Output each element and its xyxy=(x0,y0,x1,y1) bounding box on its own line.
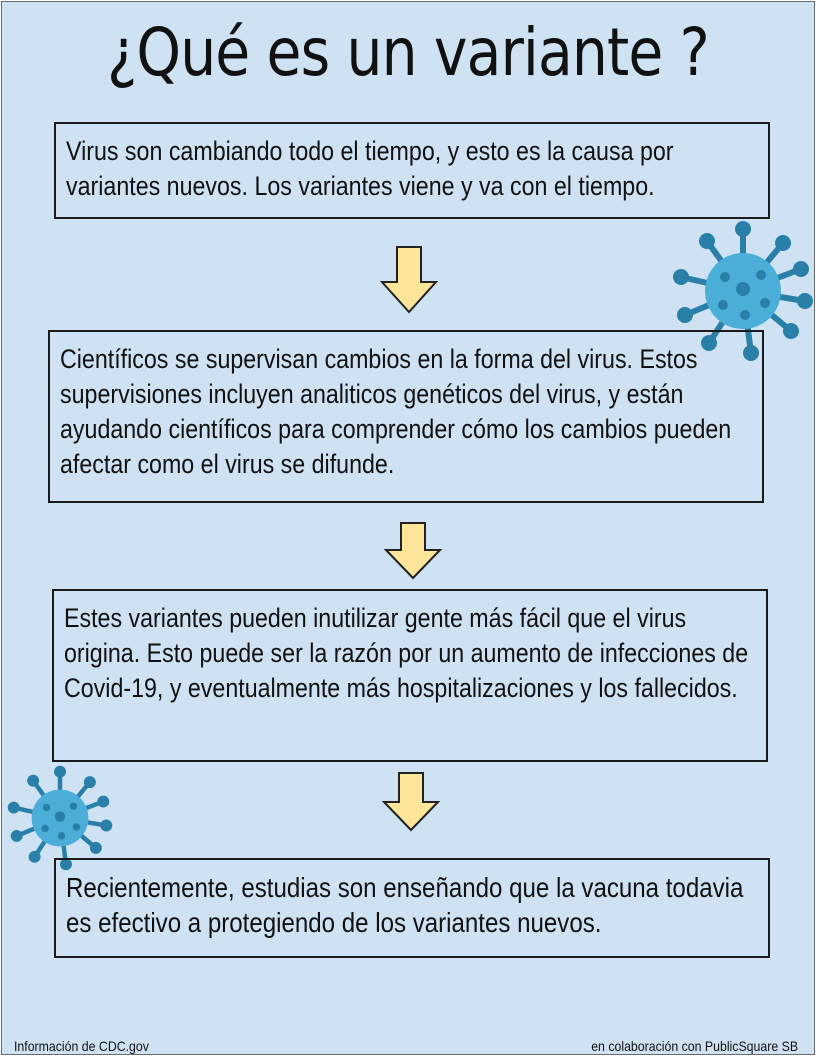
step-box-1 xyxy=(54,122,770,219)
step-box-3 xyxy=(52,589,768,762)
step-box-2 xyxy=(48,330,764,503)
step-box-4 xyxy=(54,858,770,958)
infographic-page xyxy=(1,1,815,1055)
down-arrow-icon xyxy=(384,522,442,580)
step-text-4: Recientemente, estudias son enseñando que la vacuna todavia es efectivo a protegiendo de los variantes nuevos. xyxy=(66,872,744,938)
footer-source: Información de CDC.gov xyxy=(14,1038,149,1054)
step-text-3: Estes variantes pueden inutilizar gente más fácil que el virus origina. Esto puede ser la razón por un aumento de infecciones de Covid-19, y eventualmente más hospitalizaciones y los fallecidos. xyxy=(64,603,749,703)
footer-partner: en colaboración con PublicSquare SB xyxy=(591,1038,798,1054)
step-text-1: Virus son cambiando todo el tiempo, y esto es la causa por variantes nuevos. Los variantes viene y va con el tiempo. xyxy=(66,136,674,201)
step-text-2: Científicos se supervisan cambios en la forma del virus. Estos supervisiones incluyen analiticos genéticos del virus, y están ayudando científicos para comprender cómo los cambios pueden afectar como el virus se difunde. xyxy=(60,344,732,479)
down-arrow-icon xyxy=(380,246,438,314)
page-title: ¿Qué es un variante ? xyxy=(107,14,709,91)
down-arrow-icon xyxy=(382,772,440,832)
